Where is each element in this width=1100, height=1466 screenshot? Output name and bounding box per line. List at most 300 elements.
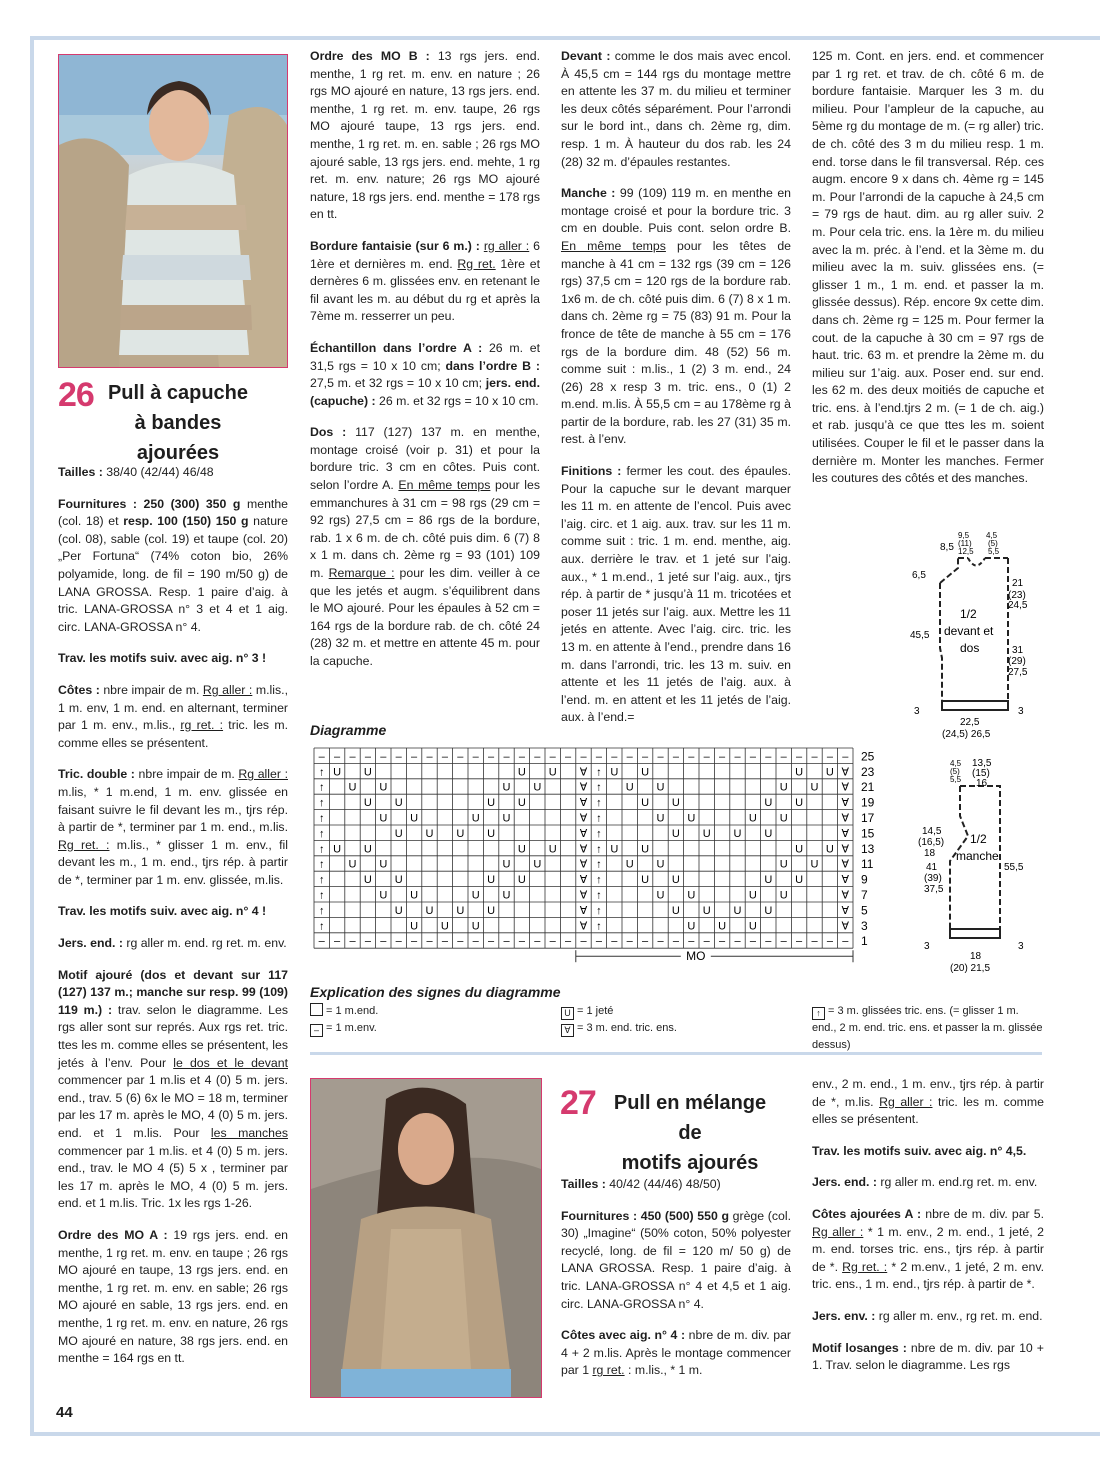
body-width: 22,5 xyxy=(960,717,980,728)
body-shoulder-drop: 6,5 xyxy=(912,570,926,581)
purl-stitch: – xyxy=(534,750,541,763)
yarn-over-stitch: U xyxy=(487,827,496,840)
yarn-over-stitch: U xyxy=(487,904,496,917)
yarn-over-stitch: U xyxy=(379,858,388,871)
text-run: 19 rgs jers. end. en menthe, 1 rg ret. m. env. en taupe ; 26 rgs MO ajouré en taupe, 13 rgs jers. end. en menthe, 1 rg ret. m. env. en sable; 26 rgs MO ajouré en sable, 13 rgs jers. end. en menthe, 1 rg ret. m. env. en nature, 26 rgs MO ajouré en nature, 38 rgs jers. end. en menthe = 164 rgs en tt. xyxy=(58,1227,288,1366)
legend-yarn-over-text: = 1 jeté xyxy=(577,1005,614,1017)
purl-stitch: – xyxy=(626,935,633,948)
paragraph xyxy=(812,1076,1044,1129)
body-armhole-l: 24,5 xyxy=(1008,600,1028,611)
body-shoulder-width-m: (5) xyxy=(988,539,998,548)
text-run: Fournitures : 450 (500) 550 g xyxy=(561,1208,729,1223)
row-label: 17 xyxy=(861,811,875,825)
yarn-over-stitch: U xyxy=(764,874,773,887)
text-run: Dos : xyxy=(310,425,347,440)
paragraph xyxy=(561,1176,791,1194)
pattern-26-title-line1: Pull à capuche xyxy=(107,382,249,404)
purl-stitch: – xyxy=(595,750,602,763)
sk2p-stitch: ↑ xyxy=(318,858,325,871)
text-run: Jers. end. : xyxy=(58,936,123,951)
paragraph xyxy=(561,1327,791,1380)
text-run: tric. les m. comme elles se présentent. xyxy=(58,718,289,750)
purl-stitch: – xyxy=(488,935,495,948)
text-run: trav. selon le diagramme. Les rgs aller sont sur représ. Aux rgs ret. tric. ttes les m. comme elles se présentent, les jetés à l’env. Pour xyxy=(58,1002,288,1070)
row-label: 15 xyxy=(861,826,875,841)
sleeve-cap: 14,5 xyxy=(922,826,942,837)
photo-model-27 xyxy=(310,1078,542,1398)
purl-stitch: – xyxy=(657,750,664,763)
row-label: 25 xyxy=(861,749,875,764)
body-neck-width-l: 12,5 xyxy=(958,547,974,556)
sleeve-width: 18 xyxy=(970,951,982,962)
knit-symbol-icon xyxy=(310,1003,323,1016)
text-run: rg ret. xyxy=(592,1363,625,1378)
sk2p-stitch: ↑ xyxy=(318,874,325,887)
yarn-over-stitch: U xyxy=(733,827,742,840)
column-2-text xyxy=(310,48,540,685)
paragraph xyxy=(812,1206,1044,1294)
paragraph xyxy=(58,1227,288,1368)
sleeve-length-l: 37,5 xyxy=(924,884,944,895)
text-run: 1ère et dernères 6 m. glissées env. en retenant le fil avant les m. au début du rg et après la 7ème m. resserrer un peu. xyxy=(310,256,541,324)
section-separator xyxy=(310,1052,1042,1055)
yarn-over-stitch: U xyxy=(625,858,634,871)
purl-stitch: – xyxy=(426,935,433,948)
purl-stitch: – xyxy=(518,935,525,948)
purl-stitch: – xyxy=(565,750,572,763)
yarn-over-stitch: U xyxy=(517,843,526,856)
text-run: les manches xyxy=(210,1126,288,1140)
text-run: Rg aller : xyxy=(202,682,253,697)
body-side-m: (29) xyxy=(1008,656,1026,667)
purl-stitch: – xyxy=(703,750,710,763)
purl-stitch: – xyxy=(796,750,803,763)
body-neck-width: 9,5 xyxy=(958,531,970,540)
yarn-over-stitch: U xyxy=(363,874,372,887)
sk2p-stitch: ↑ xyxy=(318,827,325,840)
text-run: 40/42 (44/46) 48/50) xyxy=(605,1177,721,1191)
text-run: nbre de m. div. par 4 + 2 m.lis. Après le montage commencer par 1 xyxy=(561,1328,791,1378)
text-run: pour les dim. veiller à ce que les jetés et augm. s’équilibrent dans le MO ajouré. Pour les épaules à 52 cm = 164 rgs de la bordure rab. de ch. côté 24 (28) 32 m. et mettre en attente 45 m. pour la capuche. xyxy=(310,566,541,668)
yarn-over-stitch: U xyxy=(333,766,342,779)
purl-stitch: – xyxy=(826,750,833,763)
text-run: 125 m. Cont. en jers. end. et commencer par 1 rg ret. et trav. de ch. côté 6 m. de bordure fantaisie. Marquer les 3 m. du milieu. Pour l’ampleur de la capuche, au 5ème rg du montage de m. (= rg aller) tric. de ch. côté des 3 m du milieu resp. 1 m. end. torse dans le fil transversal. Rép. ces augm. encore 9 x dans ch. 4ème rg = 145 m. Pour l’arrondi de la capuche à 24,5 cm = 79 rgs de haut. dim. au rg aller suiv. 2 m. Pour cela tric. ens. la 1ère m. du milieu avec la m. préc. à l’end. et la 3ème m. du milieu avec la m. suiv. glissées ens. (= glisser 1 m., 1 m. end. et passer la m. glissée dessus). Rép. encore 9x cette dim. dans ch. 2ème rg = 125 m. Pour fermer la cout. de la capuche à 30 cm = 97 rgs de haut. tric. 63 m. et prendre la 2ème m. du milieu sur 1’aig. aux. Poser end. sur end. les 62 m. des deux moitiés de capuche et tric. ens. à l’end.tjrs 2 m. (= 1 de ch. aig.) et rab. jusqu’à ce que ttes les m. soient utilisées. Couper le fil et le passer dans la dernière m. Monter les manches. Fermer les coutures des côtés et des manches. xyxy=(812,49,1044,486)
sleeve-label-line2: manche xyxy=(956,849,999,863)
text-run: * 1 m. env., 2 m. end., 1 jeté, 2 m. end. torses tric. ens., tjrs rép. à partir de *. xyxy=(812,1224,1044,1274)
text-run: dans l’ordre B : xyxy=(445,358,540,373)
pattern-27-number: 27 xyxy=(560,1084,596,1122)
pattern-27-title-line2: motifs ajourés xyxy=(621,1152,759,1174)
text-run: Jers. env. : xyxy=(812,1308,876,1323)
yarn-over-stitch: U xyxy=(394,797,403,810)
paragraph xyxy=(58,967,288,1213)
paragraph xyxy=(310,48,540,224)
purl-stitch: – xyxy=(842,750,849,763)
yarn-over-stitch: U xyxy=(779,858,788,871)
text-run: nbre de m. div. par 5. xyxy=(921,1206,1044,1221)
text-run: En même temps xyxy=(398,478,491,493)
yarn-over-stitch: U xyxy=(410,812,419,825)
yarn-over-stitch: U xyxy=(394,827,403,840)
purl-stitch: – xyxy=(672,750,679,763)
purl-stitch: – xyxy=(457,750,464,763)
yarn-over-stitch: U xyxy=(610,843,619,856)
purl-stitch: – xyxy=(334,935,341,948)
purl-stitch: – xyxy=(364,935,371,948)
text-run: 117 (127) 137 m. en menthe, montage croisé (voir p. 31) et pour la bordure tric. 3 cm en côtes. Puis cont. selon l’ordre A. xyxy=(310,425,540,493)
paragraph xyxy=(310,424,540,670)
text-run: Côtes avec aig. n° 4 : xyxy=(561,1328,686,1343)
text-run: nbre impair de m. xyxy=(134,767,239,782)
yarn-over-stitch: U xyxy=(656,858,665,871)
yarn-over-stitch: U xyxy=(517,874,526,887)
text-run: Rg aller : xyxy=(238,767,288,782)
text-run: Ordre des MO A : xyxy=(58,1227,168,1242)
yarn-over-stitch: U xyxy=(487,874,496,887)
row-label: 3 xyxy=(861,918,868,933)
sk2p-stitch: ↑ xyxy=(318,920,325,933)
purl-stitch: – xyxy=(811,935,818,948)
k3tog-stitch: ∀ xyxy=(579,797,588,810)
row-label: 5 xyxy=(861,903,868,918)
text-run: pour les têtes de manche à 41 cm = 132 rgs (39 cm = 126 rgs) 37,5 cm = 120 rgs de la bordure rab. 1x6 m. de ch. côté puis dim. 6 (7) 8 x 1 m. dans ch. 2ème rg = 75 (83) 91 m. Pour la fronce de tête de manche à 55 cm = 176 rgs de la bordure dim. 48 (52) 56 m. comme suit : m.lis., 1 (2) 3 m. end., 24 (26) 28 x resp 3 m. tric. ens., 0 (1) 2 m.end. m.lis. À 55,5 cm = au 178ème rg à partir de la bordure, rab. les 27 (31) 35 m. rest. à l’env. xyxy=(561,238,791,447)
text-run: Tailles : xyxy=(561,1177,606,1191)
yarn-over-stitch: U xyxy=(748,889,757,902)
purl-stitch: – xyxy=(595,935,602,948)
body-side-l: 27,5 xyxy=(1008,667,1028,678)
yarn-over-stitch: U xyxy=(379,889,388,902)
sleeve-total-length: 55,5 xyxy=(1004,862,1024,873)
sk2p-stitch: ↑ xyxy=(596,858,602,871)
sk2p-stitch: ↑ xyxy=(318,781,325,794)
purl-stitch: – xyxy=(549,935,556,948)
row-label: 9 xyxy=(861,872,868,887)
sleeve-top-width-m: (15) xyxy=(972,768,990,779)
sk2p-stitch: ↑ xyxy=(318,843,325,856)
text-run: Trav. les motifs suiv. avec aig. n° 4,5. xyxy=(812,1143,1027,1158)
text-run: rg aller m. env., rg ret. m. end. xyxy=(875,1308,1043,1323)
legend-yarn-over xyxy=(561,1003,613,1020)
sleeve-rib-right: 3 xyxy=(1018,941,1024,952)
yarn-over-stitch: U xyxy=(641,797,650,810)
yarn-over-stitch: U xyxy=(610,766,619,779)
pattern-26-title-line2: à bandes ajourées xyxy=(134,412,222,464)
yarn-over-stitch: U xyxy=(348,781,357,794)
sleeve-cap-m: (16,5) xyxy=(918,837,945,848)
text-run: Tailles : xyxy=(58,465,103,479)
yarn-over-stitch: U xyxy=(764,904,773,917)
yarn-over-stitch: U xyxy=(671,827,680,840)
text-run: Motif ajouré (dos et devant sur 117 (127) 137 m.; manche sur resp. 99 (109) 119 m.) : xyxy=(58,967,288,1017)
yarn-over-stitch: U xyxy=(425,904,434,917)
purl-stitch: – xyxy=(411,935,418,948)
sleeve-top-small-m: (5) xyxy=(950,767,960,776)
yarn-over-stitch: U xyxy=(333,843,342,856)
knitting-diagram xyxy=(312,746,892,976)
purl-stitch: – xyxy=(441,750,448,763)
body-height: 45,5 xyxy=(910,630,930,641)
purl-stitch: – xyxy=(719,935,726,948)
yarn-over-stitch: U xyxy=(656,889,665,902)
text-run: m.lis., * glisser 1 m. env., fil devant les m., 1 m. end., tjrs rép. à partir de *, terminer par 1 m. env. glissée, m.lis. xyxy=(58,837,288,887)
text-run: Remarque : xyxy=(328,566,395,581)
text-run: Fournitures : 250 (300) 350 g xyxy=(58,496,241,511)
purl-stitch: – xyxy=(472,935,479,948)
yarn-over-stitch: U xyxy=(795,797,804,810)
purl-stitch: – xyxy=(672,935,679,948)
sleeve-top-small: 4,5 xyxy=(950,759,962,768)
k3tog-stitch: ∀ xyxy=(579,920,588,933)
yarn-over-stitch: U xyxy=(779,781,788,794)
yarn-over-stitch: U xyxy=(687,889,696,902)
body-label-line1: 1/2 xyxy=(960,607,977,621)
body-rib-left: 3 xyxy=(914,706,920,717)
pattern-27-title-text xyxy=(600,1088,780,1178)
purl-stitch: – xyxy=(580,750,587,763)
k3tog-stitch: ∀ xyxy=(841,766,850,779)
text-run: 6 1ère et dernières m. end. xyxy=(310,238,540,271)
yarn-over-stitch: U xyxy=(425,827,434,840)
purl-stitch: – xyxy=(411,750,418,763)
paragraph xyxy=(812,1174,1044,1192)
text-run: menthe (col. 18) et xyxy=(58,496,289,529)
yarn-over-stitch: U xyxy=(810,781,819,794)
purl-stitch: – xyxy=(488,750,495,763)
yarn-over-stitch: U xyxy=(502,781,511,794)
purl-stitch: – xyxy=(611,750,618,763)
sk2p-stitch: ↑ xyxy=(318,797,325,810)
legend-k3tog xyxy=(561,1020,677,1037)
sleeve-width-ml: (20) 21,5 xyxy=(950,963,991,974)
text-run: 99 (109) 119 m. en menthe en montage croisé et pour la bordure tric. 3 cm en double. Puis cont. selon ordre B. xyxy=(561,186,791,236)
k3tog-stitch: ∀ xyxy=(579,843,588,856)
yarn-over-stitch: U xyxy=(440,920,449,933)
purl-stitch: – xyxy=(395,935,402,948)
paragraph xyxy=(58,464,288,482)
purl-symbol-icon: – xyxy=(310,1024,323,1037)
text-run: jers. end. (capuche) : xyxy=(310,376,540,408)
yarn-over-stitch: U xyxy=(533,858,542,871)
yarn-over-stitch: U xyxy=(363,843,372,856)
pattern-27-column-4-text xyxy=(812,1076,1044,1389)
text-run: rg ret. : xyxy=(180,718,224,733)
purl-stitch: – xyxy=(364,750,371,763)
text-run: Trav. les motifs suiv. avec aig. n° 3 ! xyxy=(58,651,267,666)
purl-stitch: – xyxy=(688,935,695,948)
text-run: resp. 100 (150) 150 g xyxy=(123,514,249,529)
yarn-over-stitch: U xyxy=(517,797,526,810)
sk2p-symbol-icon: ↑ xyxy=(812,1007,825,1020)
yarn-over-stitch: U xyxy=(764,827,773,840)
sk2p-stitch: ↑ xyxy=(318,766,325,779)
paragraph xyxy=(58,496,288,637)
text-run: Tric. double : xyxy=(58,767,135,782)
k3tog-stitch: ∀ xyxy=(841,797,850,810)
purl-stitch: – xyxy=(457,935,464,948)
k3tog-stitch: ∀ xyxy=(579,812,588,825)
body-shoulder-width-l: 5,5 xyxy=(988,547,1000,556)
photo-model-26 xyxy=(58,54,288,368)
body-label-line2: devant et xyxy=(944,624,994,638)
purl-stitch: – xyxy=(518,750,525,763)
text-run: grège (col. 30) „Imagine“ (50% coton, 50% polyester recyclé, long. de fil = 120 m/ 50 g) de LANA GROSSA. Resp. 1 paire d’aig. à tric. LANA-GROSSA n° 4 et 4,5 et 1 aig. circ. LANA-GROSSA n° 4. xyxy=(561,1208,792,1311)
purl-stitch: – xyxy=(534,935,541,948)
yarn-over-stitch: U xyxy=(825,843,834,856)
purl-stitch: – xyxy=(380,750,387,763)
purl-stitch: – xyxy=(503,935,510,948)
sleeve-cap-l: 18 xyxy=(924,848,936,859)
yarn-over-stitch: U xyxy=(502,858,511,871)
paragraph xyxy=(310,340,540,410)
paragraph xyxy=(58,935,288,953)
purl-stitch: – xyxy=(703,935,710,948)
purl-stitch: – xyxy=(780,750,787,763)
text-run: 26 m. et 32 rgs = 10 x 10 cm. xyxy=(375,393,539,408)
purl-stitch: – xyxy=(349,935,356,948)
text-run: comme le dos mais avec encol. À 45,5 cm = 144 rgs du montage mettre en attente les 37 m. du milieu et terminer les deux côtés séparément. Pour l’arrondi sur le bord int., dans ch. 2ème rg, dim. resp. 1 m. À hauteur du dos rab. les 24 (28) 32 m. d’épaules restantes. xyxy=(561,49,791,169)
yarn-over-stitch: U xyxy=(641,874,650,887)
text-run: Côtes : xyxy=(58,682,100,697)
yarn-over-stitch: U xyxy=(718,920,727,933)
body-armhole-inset: 8,5 xyxy=(940,542,954,553)
text-run: 13 rgs jers. end. menthe, 1 rg ret. m. env. en nature ; 26 rgs MO ajouré en nature, 13 rgs jers. end. menthe, 1 rg ret. m. env. taupe, 26 rgs MO ajouré taupe, 13 rgs jers. end. menthe, 1 rg ret. m. en. sable ; 26 rgs MO ajouré sable, 13 rgs jers. end. mehte, 1 rg ret. m. env. nature; 26 rgs MO ajouré nature, 18 rgs jers. end. menthe = 178 rgs en tt. xyxy=(310,49,540,222)
body-neck-width-m: (11) xyxy=(958,539,972,548)
yarn-over-stitch: U xyxy=(779,812,788,825)
row-label: 19 xyxy=(861,795,875,810)
sleeve-length: 41 xyxy=(926,862,938,873)
yarn-over-stitch: U xyxy=(702,827,711,840)
yarn-over-stitch: U xyxy=(410,920,419,933)
page-frame-left xyxy=(30,36,34,1436)
yarn-over-stitch: U xyxy=(502,889,511,902)
body-armhole: 21 xyxy=(1012,578,1024,589)
text-run: Échantillon dans l’ordre A : xyxy=(310,340,483,355)
k3tog-stitch: ∀ xyxy=(579,781,588,794)
sk2p-stitch: ↑ xyxy=(318,812,325,825)
paragraph xyxy=(812,1143,1044,1161)
paragraph xyxy=(58,766,288,889)
purl-stitch: – xyxy=(426,750,433,763)
body-side: 31 xyxy=(1012,645,1024,656)
sk2p-stitch: ↑ xyxy=(596,827,602,840)
yarn-over-stitch: U xyxy=(471,812,480,825)
purl-stitch: – xyxy=(565,935,572,948)
text-run: nbre de m. div. par 10 + 1. Trav. selon le diagramme. Les rgs xyxy=(812,1340,1044,1373)
yarn-over-stitch: U xyxy=(517,766,526,779)
yarn-over-stitch: U xyxy=(379,812,388,825)
row-label: 1 xyxy=(861,934,868,949)
paragraph xyxy=(561,463,791,727)
yarn-over-stitch: U xyxy=(456,904,465,917)
purl-stitch: – xyxy=(580,935,587,948)
pattern-26-title-text xyxy=(98,378,258,468)
purl-stitch: – xyxy=(472,750,479,763)
pattern-27-column-3-text xyxy=(561,1176,791,1394)
yarn-over-stitch: U xyxy=(748,920,757,933)
k3tog-stitch: ∀ xyxy=(841,904,850,917)
column-1-text xyxy=(58,464,288,1382)
yarn-over-stitch: U xyxy=(671,797,680,810)
k3tog-stitch: ∀ xyxy=(841,889,850,902)
yarn-over-stitch: U xyxy=(502,812,511,825)
text-run: Jers. end. : xyxy=(812,1175,877,1190)
yarn-over-stitch: U xyxy=(625,781,634,794)
text-run: Côtes ajourées A : xyxy=(812,1206,922,1221)
paragraph xyxy=(58,682,288,752)
sleeve-label-line1: 1/2 xyxy=(970,832,987,846)
text-run: Rg aller : xyxy=(812,1224,864,1239)
yarn-over-stitch: U xyxy=(456,827,465,840)
row-label: 23 xyxy=(861,764,875,779)
text-run: Devant : xyxy=(561,49,611,63)
legend-purl-text: = 1 m.env. xyxy=(326,1022,377,1034)
k3tog-stitch: ∀ xyxy=(841,827,850,840)
k3tog-symbol-icon: ∀ xyxy=(561,1024,574,1037)
yarn-over-stitch: U xyxy=(410,889,419,902)
paragraph xyxy=(58,650,288,668)
k3tog-stitch: ∀ xyxy=(841,874,850,887)
body-armhole-m: (23) xyxy=(1008,590,1026,601)
yarn-over-stitch: U xyxy=(810,858,819,871)
legend-sk2p xyxy=(812,1003,1044,1054)
text-run: le dos et le devant xyxy=(173,1055,288,1070)
purl-stitch: – xyxy=(765,750,772,763)
mo-label: MO xyxy=(686,949,706,964)
k3tog-stitch: ∀ xyxy=(841,920,850,933)
purl-stitch: – xyxy=(642,935,649,948)
purl-stitch: – xyxy=(719,750,726,763)
text-run: rg aller m. end.rg ret. m. env. xyxy=(876,1175,1038,1190)
column-3-text xyxy=(561,48,791,725)
legend-knit-text: = 1 m.end. xyxy=(326,1005,379,1017)
yarn-over-stitch: U xyxy=(687,812,696,825)
purl-stitch: – xyxy=(688,750,695,763)
yarn-over-stitch: U xyxy=(471,920,480,933)
yarn-over-stitch: U xyxy=(363,797,372,810)
text-run: env., 2 m. end., 1 m. env., tjrs rép. à partir de *, m.lis. xyxy=(812,1077,1044,1109)
purl-stitch: – xyxy=(549,750,556,763)
purl-stitch: – xyxy=(842,935,849,948)
purl-stitch: – xyxy=(380,935,387,948)
yarn-over-stitch: U xyxy=(533,781,542,794)
yarn-over-stitch: U xyxy=(779,889,788,902)
text-run: nature (col. 08), sable (col. 19) et taupe (col. 20) „Per Fortuna“ (74% coton bio, 26% polyamide, long. de fil = 190 m/50 g) de LANA GROSSA. Resp. 1 paire d’aig. à tric. LANA-GROSSA n° 3 et 4 et 1 aig. circ. LANA-GROSSA n° 4. xyxy=(58,514,288,634)
k3tog-stitch: ∀ xyxy=(579,858,588,871)
sk2p-stitch: ↑ xyxy=(596,874,602,887)
body-rib-right: 3 xyxy=(1018,706,1024,717)
pattern-26-number: 26 xyxy=(58,376,94,414)
purl-stitch: – xyxy=(642,750,649,763)
text-run: Ordre des MO B : xyxy=(310,49,430,63)
pattern-27-title-line1: Pull en mélange de xyxy=(613,1092,767,1144)
k3tog-stitch: ∀ xyxy=(579,889,588,902)
text-run: commencer par 1 m.lis. et 4 (0) 5 m. jers. end., trav. le MO 4 (5) 5 x , terminer par les 17 m. après le MO, 4 (0) 5 m. jers. end. et 1 m.lis. Tric. 1x les rgs 1-26. xyxy=(58,1143,288,1211)
text-run: : m.lis., * 1 m. xyxy=(624,1363,703,1378)
sleeve-top-width-l: 16 xyxy=(976,778,988,789)
sk2p-stitch: ↑ xyxy=(596,812,602,825)
text-run: nbre impair de m. xyxy=(99,682,203,697)
purl-stitch: – xyxy=(796,935,803,948)
yarn-over-stitch: U xyxy=(641,843,650,856)
yarn-over-stitch: U xyxy=(733,904,742,917)
text-run: Finitions : xyxy=(561,464,622,479)
purl-stitch: – xyxy=(811,750,818,763)
yarn-over-stitch: U xyxy=(471,889,480,902)
yarn-over-symbol-icon: U xyxy=(561,1007,574,1020)
purl-stitch: – xyxy=(749,935,756,948)
sk2p-stitch: ↑ xyxy=(596,904,602,917)
text-run: rg aller : xyxy=(483,238,530,253)
